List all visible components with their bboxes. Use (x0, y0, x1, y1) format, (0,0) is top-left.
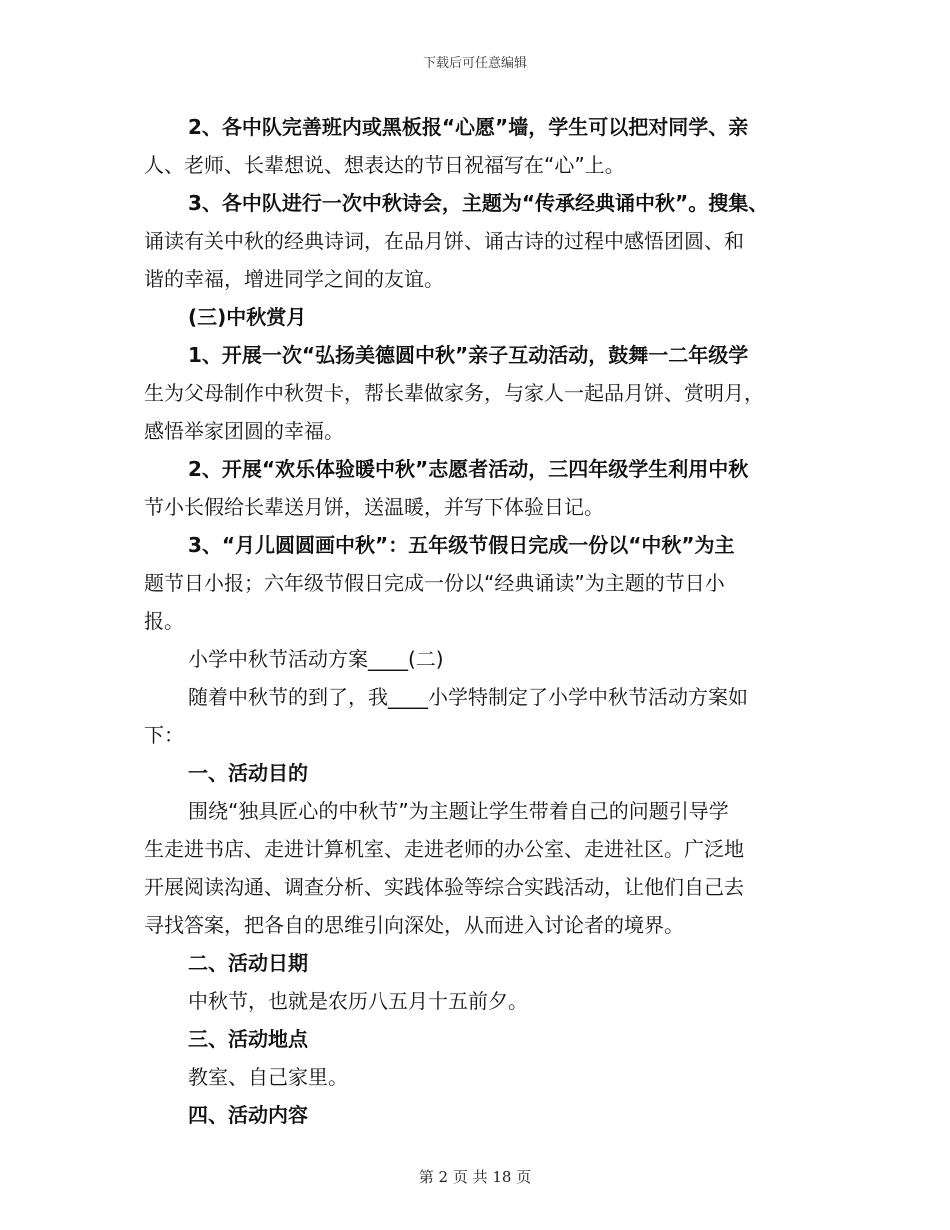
paragraph: 围绕“独具匠心的中秋节”为主题让学生带着自己的问题引导学 (188, 799, 729, 823)
paragraph: 随着中秋节的到了，我____小学特制定了小学中秋节活动方案如 (188, 685, 748, 709)
section-heading: (三)中秋赏月 (188, 305, 307, 329)
paragraph-continuation: 开展阅读沟通、调查分析、实践体验等综合实践活动，让他们自己去 (144, 875, 744, 899)
paragraph: 中秋节，也就是农历八五月十五前夕。 (188, 989, 528, 1013)
document-body (144, 108, 824, 1134)
paragraph-continuation: 人、老师、长辈想说、想表达的节日祝福写在“心”上。 (144, 153, 625, 177)
paragraph-continuation: 节小长假给长辈送月饼，送温暖，并写下体验日记。 (144, 495, 604, 519)
paragraph-continuation: 寻找答案，把各自的思维引向深处，从而进入讨论者的境界。 (144, 913, 684, 937)
section-heading: 三、活动地点 (188, 1027, 308, 1051)
paragraph: 2、开展“欢乐体验暖中秋”志愿者活动，三四年级学生利用中秋 (188, 457, 749, 481)
paragraph-continuation: 生为父母制作中秋贺卡，帮长辈做家务，与家人一起品月饼、赏明月， (144, 381, 764, 405)
paragraph: 教室、自己家里。 (188, 1065, 348, 1089)
paragraph-continuation: 谐的幸福，增进同学之间的友谊。 (144, 267, 444, 291)
paragraph-continuation: 报。 (144, 609, 184, 633)
paragraph: 3、各中队进行一次中秋诗会，主题为“传承经典诵中秋”。搜集、 (188, 191, 769, 215)
paragraph: 1、开展一次“弘扬美德圆中秋”亲子互动活动，鼓舞一二年级学 (188, 343, 749, 367)
section-heading: 四、活动内容 (188, 1103, 308, 1127)
subtitle: 小学中秋节活动方案____(二) (188, 647, 444, 671)
paragraph: 3、“月儿圆圆画中秋”：五年级节假日完成一份以“中秋”为主 (188, 533, 735, 557)
paragraph-continuation: 题节日小报；六年级节假日完成一份以“经典诵读”为主题的节日小 (144, 571, 725, 595)
page-header: 下载后可任意编辑 (422, 56, 527, 71)
page-footer: 第 2 页 共 18 页 (418, 1168, 532, 1186)
section-heading: 一、活动目的 (188, 761, 308, 785)
section-heading: 二、活动日期 (188, 951, 308, 975)
paragraph-continuation: 生走进书店、走进计算机室、走进老师的办公室、走进社区。广泛地 (144, 837, 744, 861)
paragraph: 2、各中队完善班内或黑板报“心愿”墙，学生可以把对同学、亲 (188, 115, 749, 139)
paragraph-continuation: 感悟举家团圆的幸福。 (144, 419, 344, 443)
paragraph-continuation: 诵读有关中秋的经典诗词，在品月饼、诵古诗的过程中感悟团圆、和 (144, 229, 744, 253)
paragraph-continuation: 下： (144, 723, 184, 747)
